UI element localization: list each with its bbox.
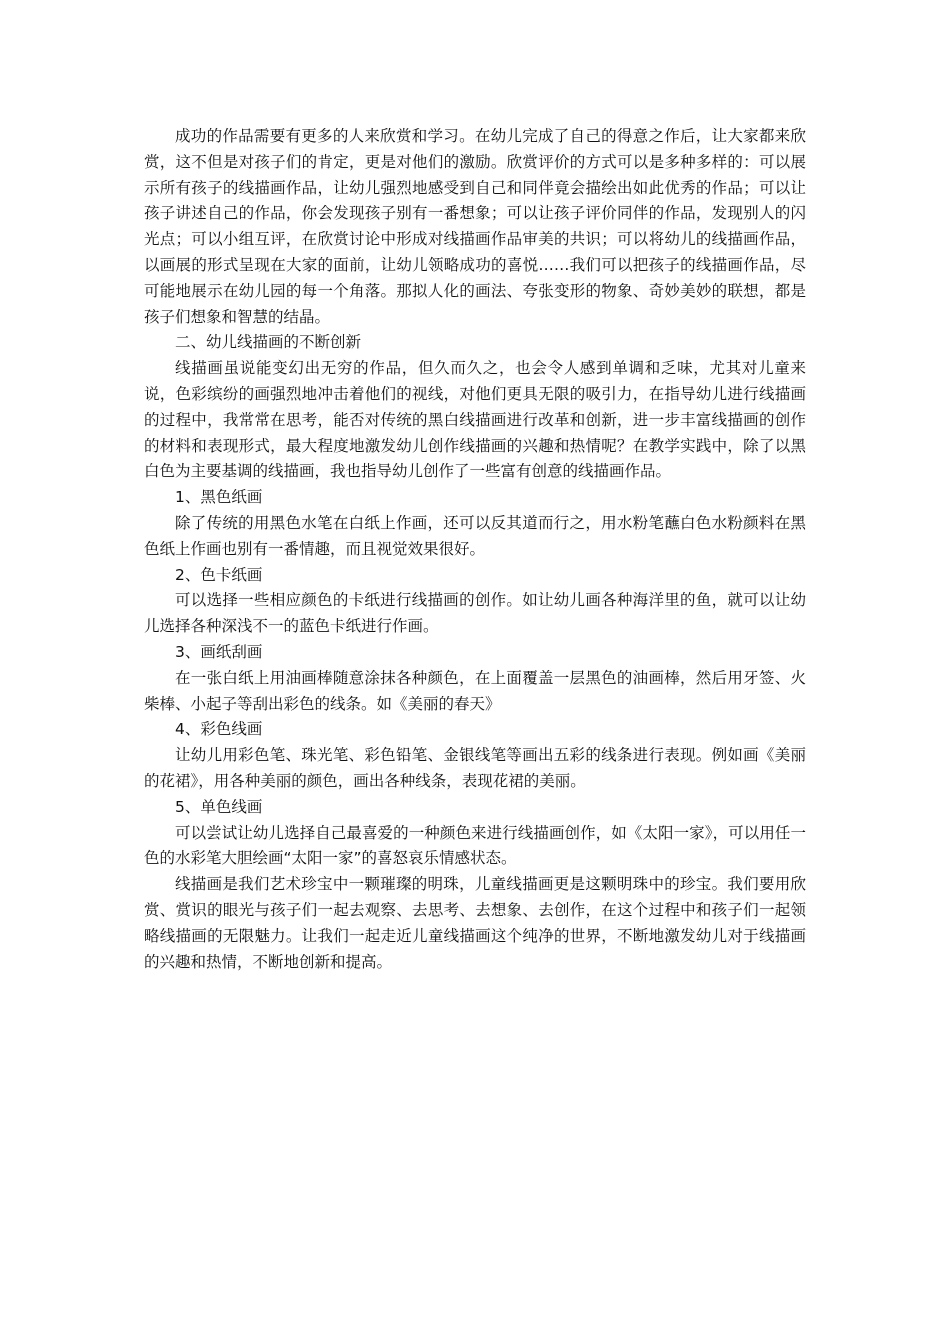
section-heading-innovation: 二、幼儿线描画的不断创新 xyxy=(175,333,362,352)
subheading-color-card: 2、色卡纸画 xyxy=(175,565,263,584)
subheading-black-paper: 1、黑色纸画 xyxy=(175,488,263,507)
paragraph-colored-lines: 让幼儿用彩色笔、珠光笔、彩色铅笔、金银线笔等画出五彩的线条进行表现。例如画《美丽的花裙》，用各种美丽的颜色，画出各种线条，表现花裙的美丽。 xyxy=(144,746,806,790)
subheading-colored-lines: 4、彩色线画 xyxy=(175,720,263,739)
paragraph-black-paper: 除了传统的用黑色水笔在白纸上作画，还可以反其道而行之，用水粉笔蘸白色水粉颜料在黑色纸上作画也别有一番情趣，而且视觉效果很好。 xyxy=(144,513,806,558)
paragraph-appreciation: 成功的作品需要有更多的人来欣赏和学习。在幼儿完成了自己的得意之作后，让大家都来欣赏，这不但是对孩子们的肯定，更是对他们的激励。欣赏评价的方式可以是多种多样的：可以展示所有孩子的线描画作品，让幼儿强烈地感受到自己和同伴竟会描绘出如此优秀的作品；可以让孩子讲述自己的作品，你会发现孩子别有一番想象；可以让孩子评价同伴的作品，发现别人的闪光点；可以小组互评，在欣赏讨论中形成对线描画作品审美的共识；可以将幼儿的线描画作品，以画展的形式呈现在大家的面前，让幼儿领略成功的喜悦……我们可以把孩子的线描画作品，尽可能地展示在幼儿园的每一个角落。那拟人化的画法、夸张变形的物象、奇妙美妙的联想，都是孩子们想象和智慧的结晶。 xyxy=(144,127,806,326)
paragraph-conclusion: 线描画是我们艺术珍宝中一颗璀璨的明珠，儿童线描画更是这颗明珠中的珍宝。我们要用欣赏、赏识的眼光与孩子们一起去观察、去思考、去想象、去创作，在这个过程中和孩子们一起领略线描画的无限魅力。让我们一起走近儿童线描画这个纯净的世界，不断地激发幼儿对于线描画的兴趣和热情，不断地创新和提高。 xyxy=(144,875,806,971)
subheading-single-color: 5、单色线画 xyxy=(175,797,263,816)
paragraph-innovation-intro: 线描画虽说能变幻出无穷的作品，但久而久之，也会令人感到单调和乏味，尤其对儿童来说，色彩缤纷的画强烈地冲击着他们的视线，对他们更具无限的吸引力，在指导幼儿进行线描画的过程中，我常常在思考，能否对传统的黑白线描画进行改革和创新，进一步丰富线描画的创作的材料和表现形式，最大程度地激发幼儿创作线描画的兴趣和热情呢？在教学实践中，除了以黑白色为主要基调的线描画，我也指导幼儿创作了一些富有创意的线描画作品。 xyxy=(144,359,806,481)
paragraph-single-color: 可以尝试让幼儿选择自己最喜爱的一种颜色来进行线描画创作，如《太阳一家》，可以用任一色的水彩笔大胆绘画“太阳一家”的喜怒哀乐情感状态。 xyxy=(144,823,806,868)
subheading-scratch-paper: 3、画纸刮画 xyxy=(175,642,263,661)
document-page xyxy=(144,124,806,975)
paragraph-scratch-paper: 在一张白纸上用油画棒随意涂抹各种颜色，在上面覆盖一层黑色的油画棒，然后用牙签、火柴棒、小起子等刮出彩色的线条。如《美丽的春天》 xyxy=(144,668,806,713)
paragraph-color-card: 可以选择一些相应颜色的卡纸进行线描画的创作。如让幼儿画各种海洋里的鱼，就可以让幼儿选择各种深浅不一的蓝色卡纸进行作画。 xyxy=(144,591,806,636)
